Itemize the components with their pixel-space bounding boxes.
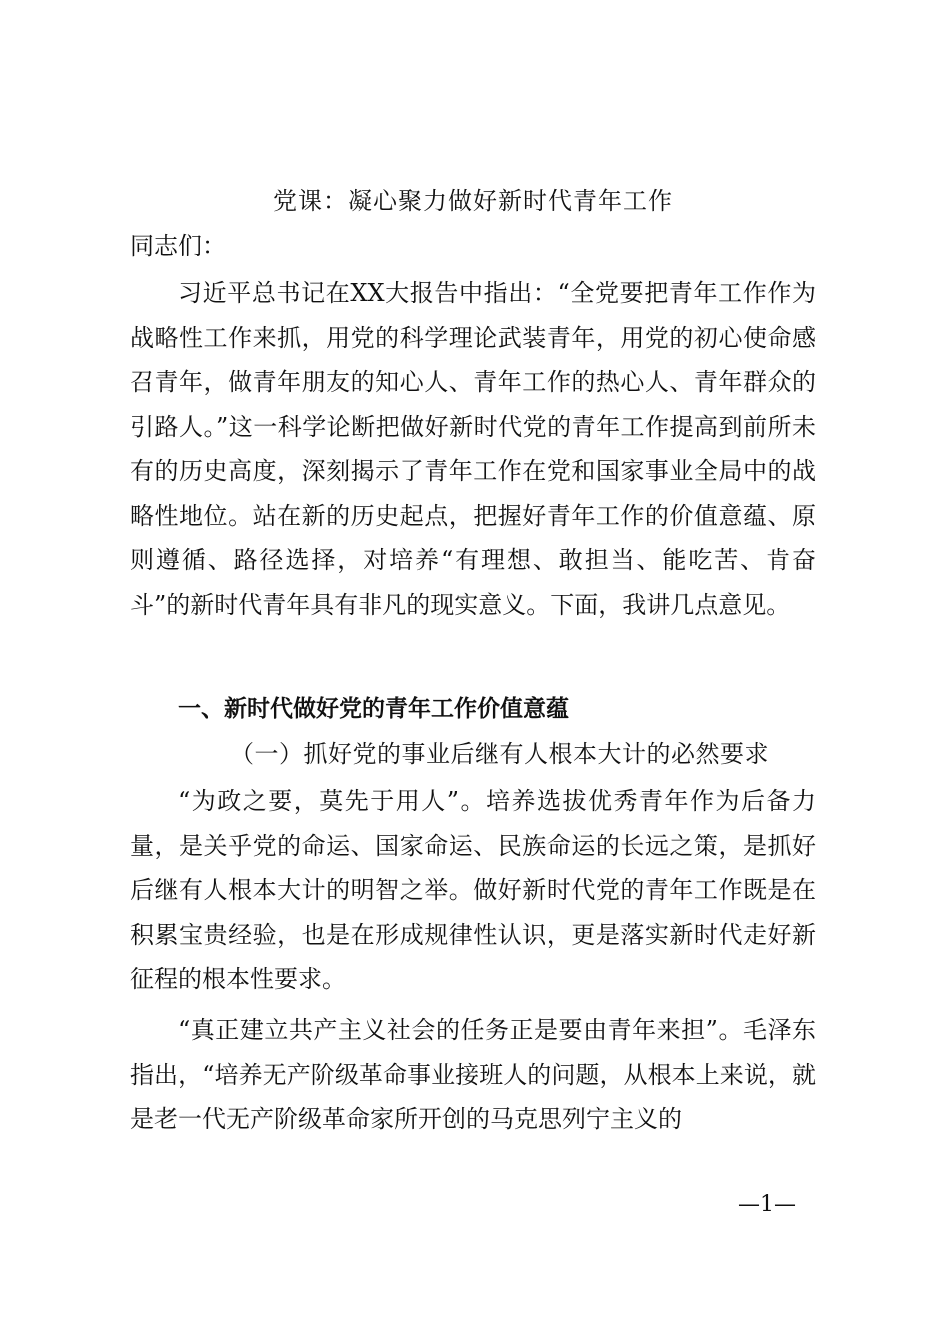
paragraph-intro: 习近平总书记在XX大报告中指出：“全党要把青年工作作为战略性工作来抓，用党的科学理论武装青年，用党的初心使命感召青年，做青年朋友的知心人、青年工作的热心人、青年群众的引路人。”这一科学论断把做好新时代党的青年工作提高到前所未有的历史高度，深刻揭示了青年工作在党和国家事业全局中的战略性地位。站在新的历史起点，把握好青年工作的价值意蕴、原则遵循、路径选择，对培养“有理想、敢担当、能吃苦、肯奋斗”的新时代青年具有非凡的现实意义。下面，我讲几点意见。 bbox=[130, 279, 816, 619]
page-number: —1— bbox=[738, 1192, 796, 1217]
paragraph-2: “为政之要，莫先于用人”。培养选拔优秀青年作为后备力量，是关乎党的命运、国家命运、民族命运的长远之策，是抓好后继有人根本大计的明智之举。做好新时代党的青年工作既是在积累宝贵经验，也是在形成规律性认识，更是落实新时代走好新征程的根本性要求。 bbox=[130, 787, 816, 993]
paragraph-3: “真正建立共产主义社会的任务正是要由青年来担”。毛泽东指出，“培养无产阶级革命事业接班人的问题，从根本上来说，就是老一代无产阶级革命家所开创的马克思列宁主义的 bbox=[130, 1016, 816, 1133]
salutation: 同志们： bbox=[130, 232, 226, 260]
section-heading-1: 一、新时代做好党的青年工作价值意蕴 bbox=[178, 696, 569, 722]
document-title: 党课：凝心聚力做好新时代青年工作 bbox=[273, 187, 673, 215]
subsection-heading-1-1: （一）抓好党的事业后继有人根本大计的必然要求 bbox=[230, 740, 769, 768]
